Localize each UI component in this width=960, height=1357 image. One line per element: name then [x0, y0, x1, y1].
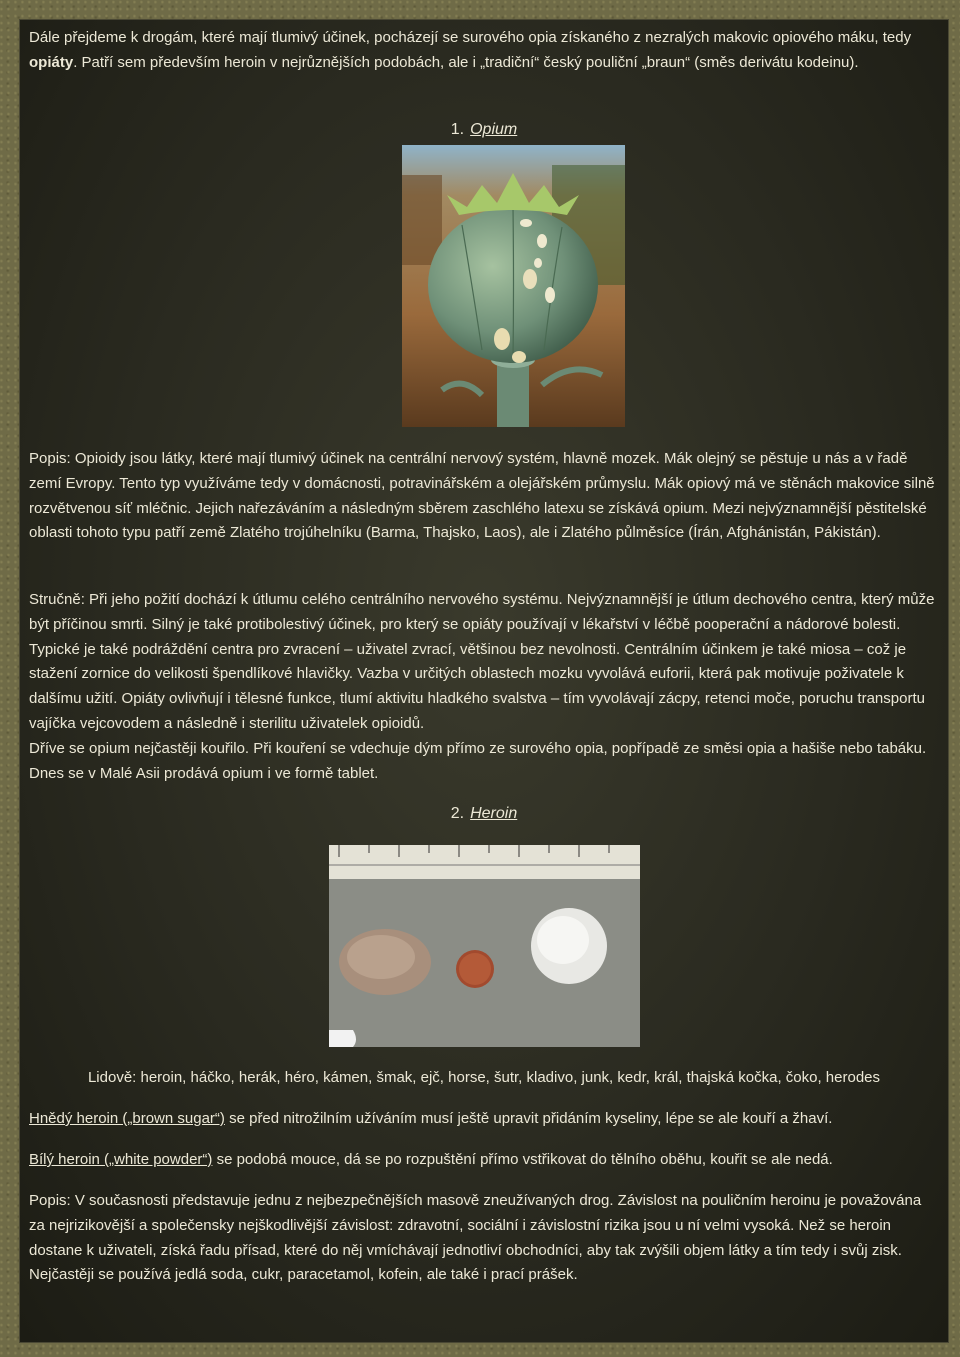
white-heroin-text: se podobá mouce, dá se po rozpuštění přímo vstřikovat do tělního oběhu, kouřit se ale nedá. — [212, 1151, 833, 1168]
intro-bold-term: opiáty — [29, 53, 74, 71]
heroin-description: Popis: V současnosti představuje jednu z nejbezpečnějších masově zneužívaných drog. Závislost na pouličním heroinu je považována za nejrizikovější a společensky nejškodlivější závislost: zdravotní, sociální i závislostní rizika jsou u ní velmi vysoká. Než se heroin dostane k uživateli, získá řadu přísad, které do něj vmíchávají jednotliví obchodníci, aby tak zvýšili objem látky a tím tedy i svůj zisk. Nejčastěji se používá jedlá soda, cukr, paracetamol, kofein, ale také i prací prášek. — [29, 1192, 922, 1284]
brown-heroin-label: Hnědý heroin („brown sugar“) — [29, 1110, 225, 1127]
opium-history: Dříve se opium nejčastěji kouřilo. Při kouření se vdechuje dým přímo ze surového opia, popřípadě ze směsi opia a hašiše nebo tabáku. Dnes se v Malé Asii prodává opium i ve formě tablet. — [29, 740, 927, 782]
opium-description: Popis: Opioidy jsou látky, které mají tlumivý účinek na centrální nervový systém, hlavně mozek. Mák olejný se pěstuje u nás a v řadě zemí Evropy. Tento typ využíváme tedy v domácnosti, potravinářském a olejářském průmyslu. Mák opiový má ve stěnách makovice silně rozvětvenou síť mléčnic. Jejich nařezáváním a následným sběrem zaschlého latexu se získává opium. Mezi nejvýznamnější pěstitelské oblasti tohoto typu patří země Zlatého trojúhelníku (Barma, Thajsko, Laos), ale i Zlatého půlměsíce (Írán, Afghánistán, Pákistán). — [29, 450, 935, 542]
document-page — [20, 20, 948, 1342]
section-heading-opium — [20, 119, 948, 141]
white-heroin-label: Bílý heroin („white powder“) — [29, 1151, 213, 1168]
heroin-slang-names: Lidově: heroin, háčko, herák, héro, kámen, šmak, ejč, horse, šutr, kladivo, junk, kedr, král, thajská kočka, čoko, herodes — [87, 1069, 881, 1086]
opium-summary: Stručně: Při jeho požití dochází k útlumu celého centrálního nervového systému. Nejvýznamnější je útlum dechového centra, který může být příčinou smrti. Silný je také protibolestivý účinek, pro který se opiáty používají v lékařství v léčbě pooperační a nádorové bolesti. Typické je také podráždění centra pro zvracení – uživatel zvrací, většinou bez nevolnosti. Centrálním účinkem je také miosa – což je stažení zornice do velikosti špendlíkové hlavičky. Vazba v určitých oblastech mozku vyvolává euforii, která pak motivuje poživatele k dalšímu užití. Opiáty ovlivňují i tělesné funkce, tlumí aktivitu hladkého svalstva – tím vyvolávají zácpy, retenci moče, poruchu transportu vajíčka vejcovodem a následně i sterilitu uživatelek opioidů. — [29, 591, 935, 732]
brown-heroin-text: se před nitrožilním užíváním musí ještě upravit přidáním kyseliny, lépe se ale kouří a žhaví. — [224, 1110, 833, 1127]
opium-poppy-photo — [402, 145, 625, 427]
heroin-samples-photo — [329, 845, 640, 1047]
section-title: Heroin — [470, 805, 518, 822]
heroin-image — [329, 845, 640, 1047]
intro-text-2: . Patří sem především heroin v nejrůznějších podobách, ale i „tradiční“ český pouliční „braun“ (směs derivátu kodeinu). — [73, 53, 859, 71]
section-number: 1. — [450, 121, 465, 138]
section-number: 2. — [450, 805, 465, 822]
brown-heroin-paragraph — [29, 1107, 939, 1132]
section-heading-heroin — [20, 803, 948, 825]
intro-paragraph — [29, 26, 939, 76]
intro-text-1: Dále přejdeme k drogám, které mají tlumivý účinek, pocházejí se surového opia získaného z nezralých makovic opiového máku, tedy — [29, 29, 912, 46]
poppy-image — [402, 145, 625, 427]
white-heroin-paragraph — [29, 1148, 939, 1173]
section-title: Opium — [470, 121, 518, 138]
